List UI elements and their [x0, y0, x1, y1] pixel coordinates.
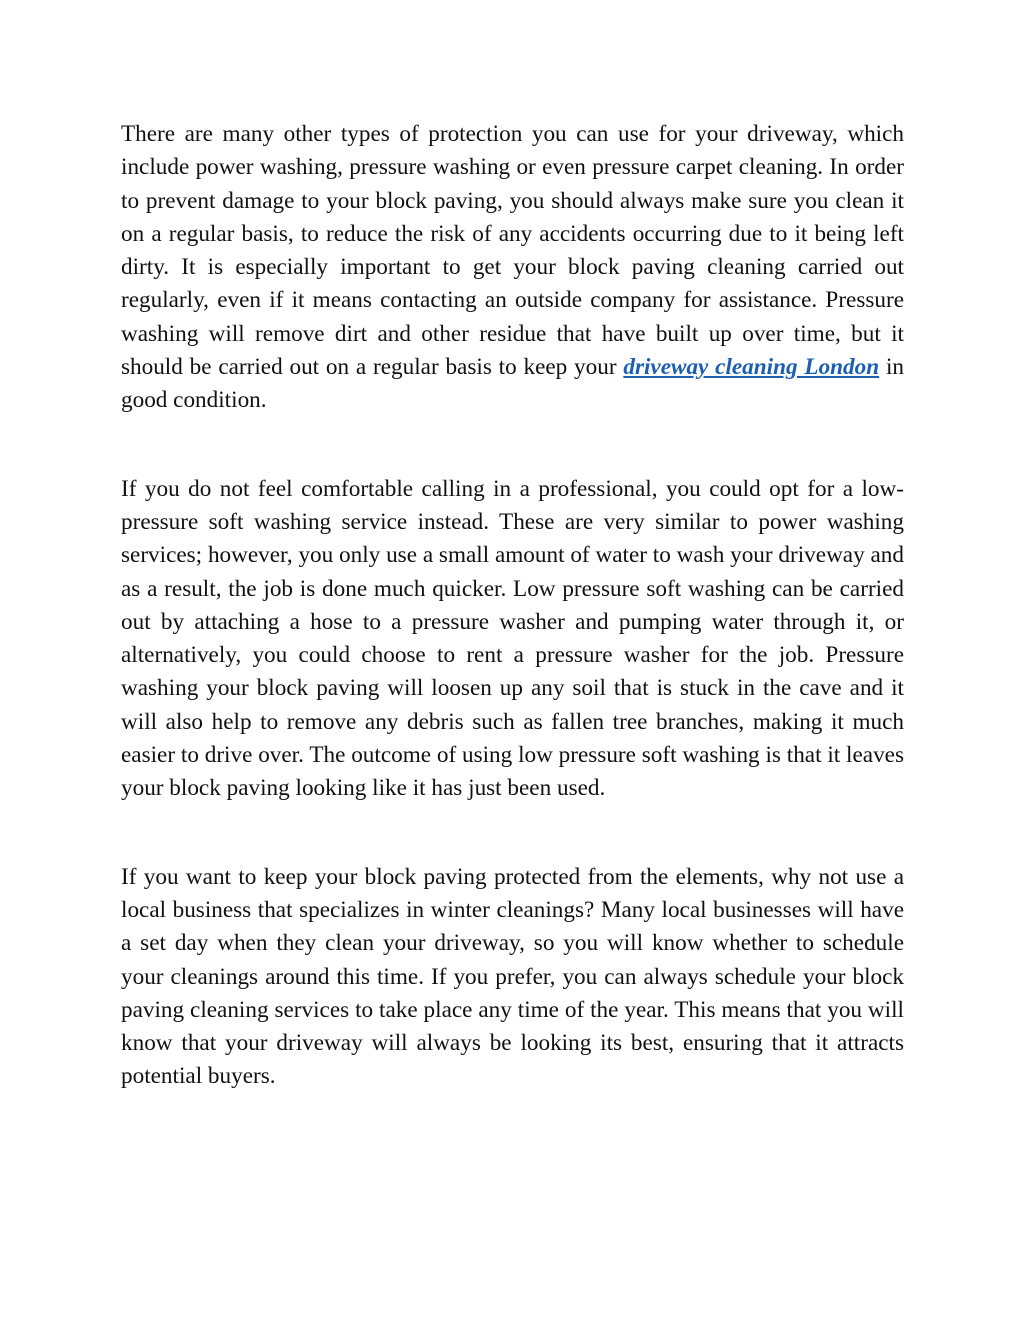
paragraph-local-business: If you want to keep your block paving protected from the elements, why not use a local business that specializes in winter cleanings? Many local businesses will have a set day when they clean your driveway, so you will know whether to schedule your cleanings around this time. If you prefer, you can always schedule your block paving cleaning services to take place any time of the year. This means that you will know that your driveway will always be looking its best, ensuring that it attracts potential buyers.: [121, 863, 904, 1090]
paragraph-1-text-after-link: in good condition.: [121, 354, 904, 414]
document-page: [121, 118, 904, 1094]
paragraph-1-text-before-link: There are many other types of protection you can use for your driveway, which include power washing, pressure washing or even pressure carpet cleaning. In order to prevent damage to your block paving, you should always make sure you clean it on a regular basis, to reduce the risk of any accidents occurring due to it being left dirty. It is especially important to get your block paving cleaning carried out regularly, even if it means contacting an outside company for assistance. Pressure washing will remove dirt and other residue that have built up over time, but it should be carried out on a regular basis to keep your: [121, 121, 904, 381]
paragraph-driveway-protection: [121, 118, 904, 418]
paragraph-soft-washing: If you do not feel comfortable calling in a professional, you could opt for a low-pressure soft washing service instead. These are very similar to power washing services; however, you only use a small amount of water to wash your driveway and as a result, the job is done much quicker. Low pressure soft washing can be carried out by attaching a hose to a pressure washer and pumping water through it, or alternatively, you could choose to rent a pressure washer for the job. Pressure washing your block paving will loosen up any soil that is stuck in the cave and it will also help to remove any debris such as fallen tree branches, making it much easier to drive over. The outcome of using low pressure soft washing is that it leaves your block paving looking like it has just been used.: [121, 475, 904, 802]
driveway-cleaning-london-link[interactable]: driveway cleaning London: [623, 354, 880, 381]
